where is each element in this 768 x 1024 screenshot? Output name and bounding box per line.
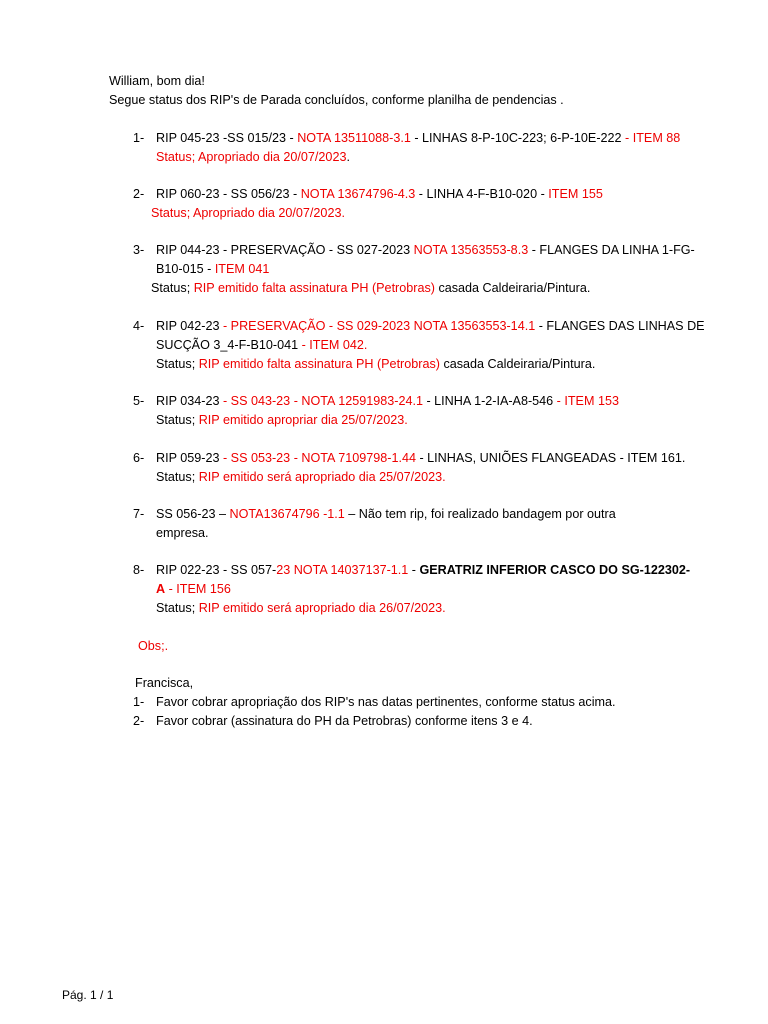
text-run: RIP 022-23 - SS 057- (156, 563, 277, 577)
item-body (156, 392, 693, 430)
item-line (156, 561, 693, 580)
text-run: RIP 045-23 -SS 015/23 - (156, 131, 298, 145)
text-run: Status; (156, 469, 199, 484)
text-run: RIP emitido falta assinatura PH (Petrobras) (198, 356, 440, 371)
text-run: ITEM 155 (548, 187, 603, 201)
greeting (109, 72, 729, 110)
item-body (156, 449, 693, 487)
item-line (156, 241, 693, 260)
todo-number: 2- (133, 714, 145, 728)
text-run: ITEM 041 (214, 261, 270, 276)
text-run: Status; Apropriado dia 20/07/2023. (151, 205, 345, 220)
text-run: - LINHA 4-F-B10-020 - (415, 187, 549, 201)
text-run: RIP emitido será apropriado dia 25/07/2023. (198, 469, 446, 484)
status-item (133, 241, 693, 297)
text-run: Status; (156, 600, 199, 615)
item-status (151, 204, 693, 223)
obs-label: Obs;. (138, 639, 169, 653)
text-run: - ITEM 156 (165, 581, 231, 596)
todo-number: 1- (133, 695, 145, 709)
text-run: - LINHAS 8-P-10C-223; 6-P-10E-222 (410, 131, 626, 145)
item-body (156, 317, 705, 373)
item-line (156, 392, 693, 411)
text-run: RIP 034-23 (156, 394, 223, 408)
text-run: NOTA 13674796-4.3 (300, 187, 416, 201)
item-number: 5- (133, 394, 145, 408)
item-number: 2- (133, 187, 145, 201)
todo-text: Favor cobrar apropriação dos RIP's nas datas pertinentes, conforme status acima. (156, 695, 616, 709)
text-run: Status; (156, 412, 199, 427)
item-line (156, 580, 693, 599)
item-status (156, 599, 693, 618)
text-run: A (156, 581, 166, 596)
todo-item (133, 712, 693, 731)
item-body (151, 241, 695, 297)
status-item (133, 561, 693, 617)
addressee: Francisca, (135, 676, 194, 690)
text-run: B10-015 - (156, 261, 215, 276)
text-run: GERATRIZ INFERIOR CASCO DO SG-122302- (419, 563, 691, 577)
status-item (133, 449, 693, 487)
text-run: - ITEM 153 (556, 394, 619, 408)
text-run: - (408, 563, 420, 577)
text-run: RIP 060-23 - SS 056/23 - (156, 187, 301, 201)
item-number: 6- (133, 451, 145, 465)
item-number: 7- (133, 507, 145, 521)
text-run: – Não tem rip, foi realizado bandagem por outra (344, 507, 616, 521)
text-run: - SS 053-23 - NOTA 7109798-1.44 (222, 451, 416, 465)
text-run: - ITEM 88 (625, 131, 681, 145)
text-run: - SS 043-23 - NOTA 12591983-24.1 (222, 394, 423, 408)
intro-line: Segue status dos RIP's de Parada concluídos, conforme planilha de pendencias . (109, 92, 564, 107)
item-body (151, 185, 693, 223)
text-run: RIP emitido falta assinatura PH (Petrobras) (193, 280, 435, 295)
text-run: NOTA 13563553-8.3 (413, 243, 529, 257)
item-number: 1- (133, 131, 145, 145)
item-line (156, 336, 693, 355)
text-run: Status; (151, 280, 194, 295)
item-body (156, 129, 693, 167)
item-line (156, 449, 693, 468)
item-number: 3- (133, 243, 145, 257)
status-item (133, 317, 705, 373)
item-status (156, 468, 693, 487)
item-status (151, 279, 693, 298)
text-run: - PRESERVAÇÃO - SS 029-2023 NOTA 13563553-14.1 (222, 319, 536, 333)
text-run: . (346, 149, 350, 164)
text-run: Status; Apropriado dia 20/07/2023 (156, 149, 347, 164)
text-run: casada Caldeiraria/Pintura. (434, 280, 591, 295)
status-item (133, 129, 693, 167)
text-run: RIP emitido será apropriado dia 26/07/2023. (198, 600, 446, 615)
text-run: 23 NOTA 14037137-1.1 (276, 563, 409, 577)
item-status (156, 148, 693, 167)
text-run: - LINHAS, UNIÕES FLANGEADAS - ITEM 161. (415, 451, 686, 465)
item-line (156, 317, 705, 336)
item-line (156, 524, 693, 543)
text-run: RIP 044-23 - PRESERVAÇÃO - SS 027-2023 (156, 243, 414, 257)
text-run: empresa. (156, 525, 209, 540)
text-run: RIP emitido apropriar dia 25/07/2023. (198, 412, 408, 427)
item-status (156, 411, 693, 430)
item-line (156, 185, 693, 204)
item-body (156, 505, 693, 543)
item-number: 4- (133, 319, 145, 333)
text-run: SS 056-23 – (156, 507, 230, 521)
text-run: casada Caldeiraria/Pintura. (439, 356, 596, 371)
text-run: RIP 059-23 (156, 451, 223, 465)
text-run: - FLANGES DAS LINHAS DE (535, 319, 705, 333)
text-run: Status; (156, 356, 199, 371)
status-item (133, 505, 693, 543)
text-run: NOTA 13511088-3.1 (297, 131, 411, 145)
status-item (133, 392, 693, 430)
text-run: RIP 042-23 (156, 319, 223, 333)
text-run: NOTA13674796 -1.1 (229, 507, 345, 521)
todo-text: Favor cobrar (assinatura do PH da Petrobras) conforme itens 3 e 4. (156, 714, 533, 728)
page-number: Pág. 1 / 1 (62, 988, 114, 1002)
item-line (156, 260, 693, 279)
status-item (133, 185, 693, 223)
text-run: - FLANGES DA LINHA 1-FG- (528, 243, 695, 257)
item-line (156, 505, 693, 524)
item-line (156, 129, 693, 148)
text-run: - LINHA 1-2-IA-A8-546 (422, 394, 557, 408)
text-run: SUCÇÃO 3_4-F-B10-041 (156, 337, 302, 352)
text-run: - ITEM 042. (301, 337, 368, 352)
item-body (156, 561, 693, 617)
todo-item (133, 693, 693, 712)
item-number: 8- (133, 563, 145, 577)
item-status (156, 355, 693, 374)
greeting-line: William, bom dia! (109, 74, 205, 88)
